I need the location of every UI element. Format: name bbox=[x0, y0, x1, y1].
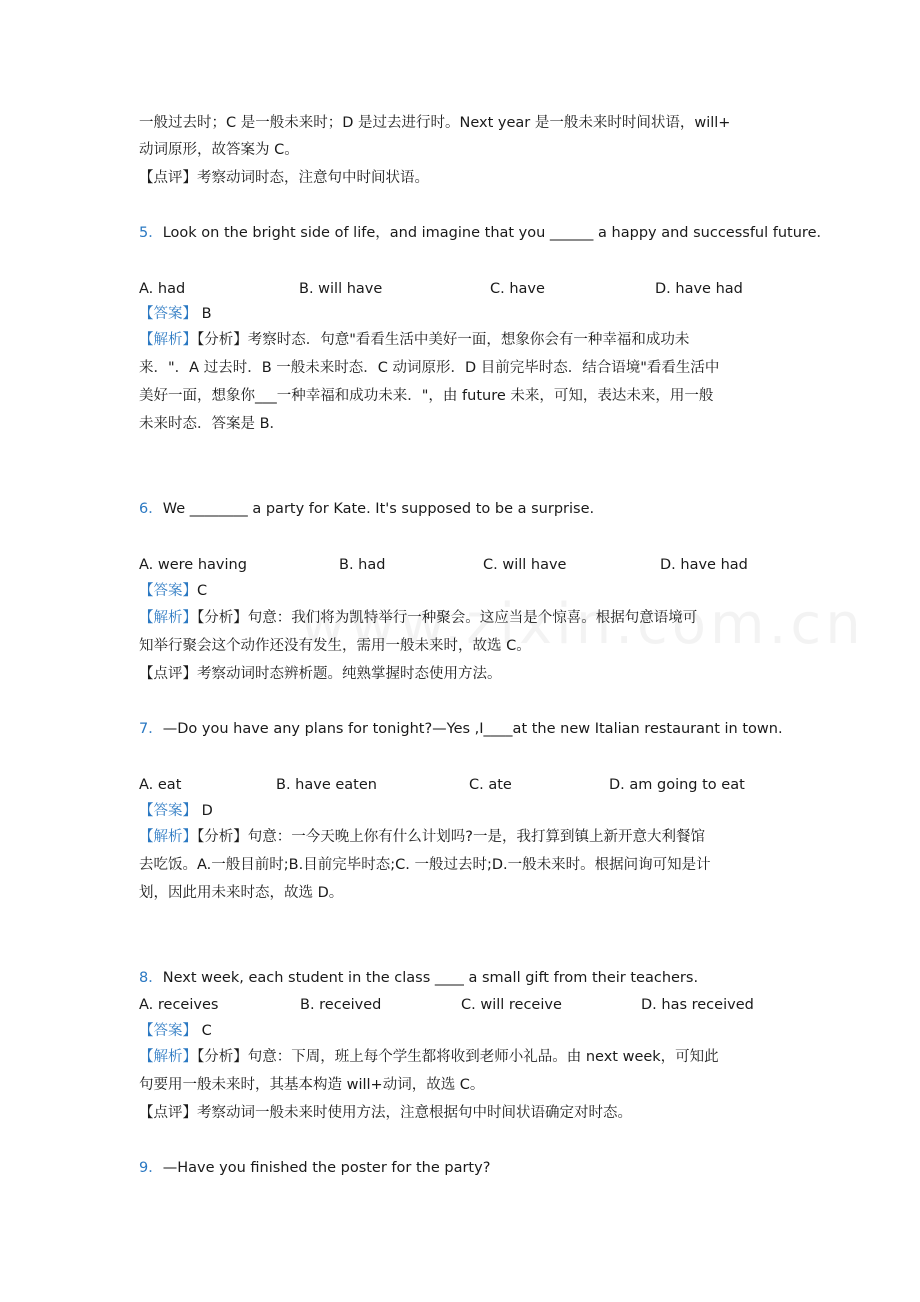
answer-line bbox=[139, 801, 213, 821]
analysis-line-1 bbox=[139, 608, 697, 628]
answer-value: C bbox=[197, 583, 208, 599]
answer-tag: 【答案】 bbox=[139, 306, 197, 322]
question-number: 7． bbox=[139, 721, 163, 737]
analysis-text: 【分析】句意：一今天晚上你有什么计划吗?一是，我打算到镇上新开意大利餐馆 bbox=[197, 829, 705, 845]
analysis-tag: 【解析】 bbox=[139, 1049, 197, 1065]
analysis-line-2: 来．"．A 过去时．B 一般未来时态．C 动词原形．D 目前完毕时态．结合语境"看看生活中 bbox=[139, 360, 720, 376]
option-b: B. will have bbox=[299, 281, 383, 297]
answer-tag: 【答案】 bbox=[139, 1023, 197, 1039]
analysis-line-2: 句要用一般未来时，其基本构造 will+动词，故选 C。 bbox=[139, 1077, 485, 1093]
analysis-text: 【分析】句意：下周，班上每个学生都将收到老师小礼品。由 next week，可知此 bbox=[197, 1049, 719, 1065]
option-b: B. had bbox=[339, 557, 386, 573]
analysis-line-4: 未来时态．答案是 B． bbox=[139, 416, 285, 432]
analysis-tag: 【解析】 bbox=[139, 610, 197, 626]
answer-value: B bbox=[201, 306, 212, 322]
option-c: C. will have bbox=[483, 557, 567, 573]
comment-line bbox=[139, 664, 502, 684]
question-number: 8． bbox=[139, 970, 163, 986]
question-8 bbox=[139, 968, 698, 988]
question-text: Next week, each student in the class ____ a small gift from their teachers. bbox=[162, 970, 699, 986]
answer-line bbox=[139, 304, 212, 324]
analysis-line-1 bbox=[139, 1047, 719, 1067]
analysis-line-3: 美好一面，想象你___一种幸福和成功未来．"，由 future 未来，可知，表达未来，用一般 bbox=[139, 388, 714, 404]
question-7 bbox=[139, 719, 783, 739]
answer-value: D bbox=[201, 803, 213, 819]
question-text: We ________ a party for Kate. It's supposed to be a surprise. bbox=[162, 501, 595, 517]
answer-line bbox=[139, 1021, 212, 1041]
analysis-line-1 bbox=[139, 827, 705, 847]
question-text: —Have you finished the poster for the party? bbox=[162, 1160, 491, 1176]
option-d: D. has received bbox=[641, 997, 754, 1013]
analysis-line-2: 知举行聚会这个动作还没有发生，需用一般未来时，故选 C。 bbox=[139, 638, 531, 654]
question-5 bbox=[139, 223, 831, 243]
prev-comment bbox=[139, 168, 429, 188]
comment-text: 考察动词一般未来时使用方法，注意根据句中时间状语确定对时态。 bbox=[197, 1105, 632, 1121]
question-number: 6． bbox=[139, 501, 163, 517]
answer-value: C bbox=[201, 1023, 212, 1039]
question-number: 9． bbox=[139, 1160, 163, 1176]
option-a: A. were having bbox=[139, 557, 247, 573]
analysis-line-3: 划，因此用未来时态，故选 D。 bbox=[139, 885, 344, 901]
option-c: C. will receive bbox=[461, 997, 562, 1013]
question-6 bbox=[139, 499, 594, 519]
answer-line bbox=[139, 581, 207, 601]
option-d: D. have had bbox=[655, 281, 743, 297]
comment-tag: 【点评】 bbox=[139, 1105, 197, 1121]
comment-tag: 【点评】 bbox=[139, 170, 197, 186]
analysis-tag: 【解析】 bbox=[139, 332, 197, 348]
option-a: A. had bbox=[139, 281, 186, 297]
answer-tag: 【答案】 bbox=[139, 803, 197, 819]
question-number: 5． bbox=[139, 225, 163, 241]
analysis-line-2: 去吃饭。A.一般目前时;B.目前完毕时态;C. 一般过去时;D.一般未来时。根据问询可知是计 bbox=[139, 857, 711, 873]
prev-explanation-line-1: 一般过去时；C 是一般未来时；D 是过去进行时。Next year 是一般未来时时间状语，will+ bbox=[139, 115, 731, 131]
analysis-line-1 bbox=[139, 330, 689, 350]
comment-line bbox=[139, 1103, 632, 1123]
question-text: Look on the bright side of life，and imagine that you ______ a happy and successful future． bbox=[162, 225, 831, 241]
option-c: C. ate bbox=[469, 777, 512, 793]
option-b: B. have eaten bbox=[276, 777, 377, 793]
comment-text: 考察动词时态辨析题。纯熟掌握时态使用方法。 bbox=[197, 666, 502, 682]
option-a: A. eat bbox=[139, 777, 182, 793]
option-b: B. received bbox=[300, 997, 382, 1013]
analysis-tag: 【解析】 bbox=[139, 829, 197, 845]
question-text: —Do you have any plans for tonight?—Yes ,I____at the new Italian restaurant in town. bbox=[162, 721, 783, 737]
answer-tag: 【答案】 bbox=[139, 583, 197, 599]
comment-tag: 【点评】 bbox=[139, 666, 197, 682]
question-9 bbox=[139, 1158, 490, 1178]
analysis-text: 【分析】考察时态．句意"看看生活中美好一面，想象你会有一种幸福和成功未 bbox=[197, 332, 690, 348]
option-d: D. am going to eat bbox=[609, 777, 745, 793]
prev-explanation-line-2: 动词原形，故答案为 C。 bbox=[139, 142, 299, 158]
analysis-text: 【分析】句意：我们将为凯特举行一种聚会。这应当是个惊喜。根据句意语境可 bbox=[197, 610, 698, 626]
option-c: C. have bbox=[490, 281, 545, 297]
option-a: A. receives bbox=[139, 997, 219, 1013]
option-d: D. have had bbox=[660, 557, 748, 573]
comment-text: 考察动词时态，注意句中时间状语。 bbox=[197, 170, 429, 186]
